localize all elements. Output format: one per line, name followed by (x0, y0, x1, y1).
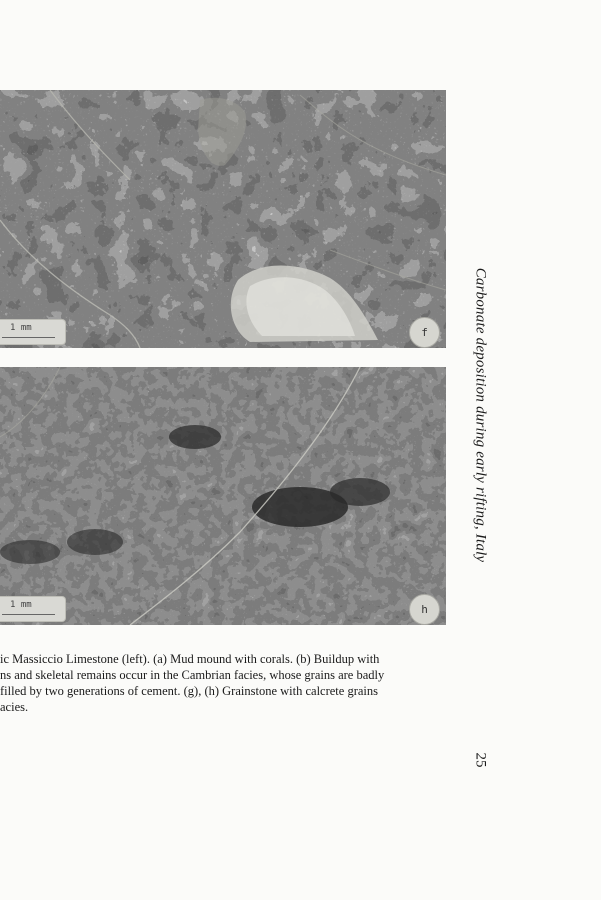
panel-label-f: f (409, 317, 440, 348)
micrograph-image-f (0, 90, 446, 348)
running-head-text: Carbonate deposition during early rifting, Italy (472, 267, 489, 563)
scale-bar-f (0, 319, 66, 345)
figure-caption (0, 651, 448, 715)
scale-bar-h (0, 596, 66, 622)
page-number-text: 25 (472, 752, 489, 768)
micrograph-panel-h (0, 367, 446, 625)
micrograph-image-h (0, 367, 446, 625)
scale-bar-line (2, 614, 55, 615)
caption-line: filled by two generations of cement. (g), (h) Grainstone with calcrete grains (0, 684, 378, 698)
page-number (470, 748, 490, 772)
caption-line: ns and skeletal remains occur in the Cambrian facies, whose grains are badly (0, 668, 385, 682)
caption-line: acies. (0, 700, 29, 714)
scale-bar-label: 1 mm (10, 323, 32, 333)
panel-label-h: h (409, 594, 440, 625)
micrograph-panel-f (0, 90, 446, 348)
scale-bar-line (2, 337, 55, 338)
scale-bar-label: 1 mm (10, 600, 32, 610)
running-head (470, 260, 490, 570)
caption-line: ic Massiccio Limestone (left). (a) Mud mound with corals. (b) Buildup with (0, 652, 380, 666)
